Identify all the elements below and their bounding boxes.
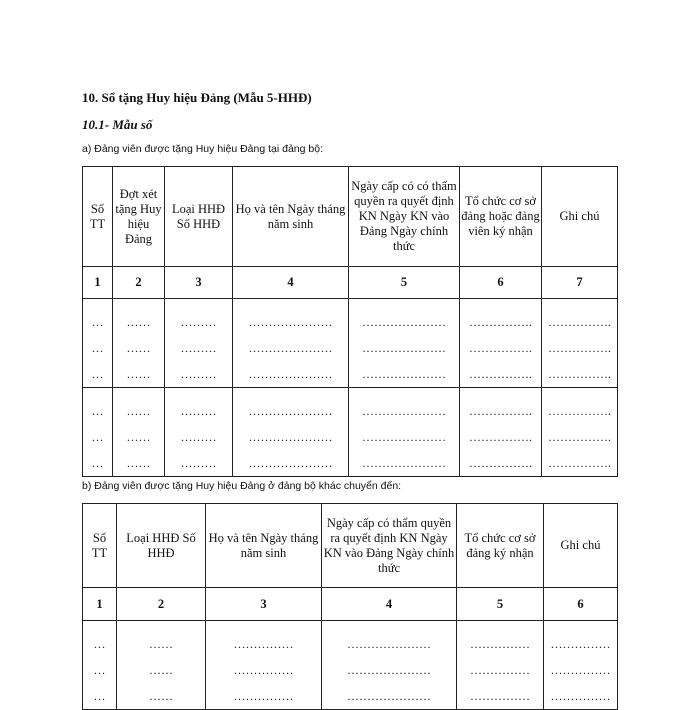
table-a-column-number: 1 — [83, 267, 113, 299]
table-b-header-cell: Tổ chức cơ sở đảng ký nhận — [457, 504, 544, 588]
table-a-column-number: 3 — [165, 267, 233, 299]
table-a-header-cell: Loại HHĐ Số HHĐ — [165, 167, 233, 267]
placeholder-cell: ………………… ………………… ………………… — [322, 621, 457, 710]
table-b-header-cell: Ngày cấp có thẩm quyền ra quyết định KN Ngày KN vào Đảng Ngày chính thức — [322, 504, 457, 588]
section-subtitle: 10.1- Mẫu số — [82, 117, 153, 132]
table-a-header-cell: Đợt xét tặng Huy hiệu Đảng — [113, 167, 165, 267]
placeholder-cell: ……………. ……………. ……………. — [460, 388, 542, 477]
table-b-header-row — [83, 504, 618, 588]
table-a-column-number: 5 — [349, 267, 460, 299]
table-b-header-cell: Ghi chú — [544, 504, 618, 588]
table-a-column-number: 2 — [113, 267, 165, 299]
placeholder-cell: ……………. ……………. ……………. — [542, 388, 618, 477]
placeholder-cell: ……… ……… ……… — [165, 388, 233, 477]
table-b-caption: b) Đảng viên được tặng Huy hiệu Đảng ở đảng bộ khác chuyển đến: — [82, 480, 402, 492]
table-b-column-number: 6 — [544, 588, 618, 621]
table-b-column-number: 3 — [206, 588, 322, 621]
placeholder-cell: …… …… …… — [117, 621, 206, 710]
table-b-header-cell: Họ và tên Ngày tháng năm sinh — [206, 504, 322, 588]
table-a-header-cell: Số TT — [83, 167, 113, 267]
table-a-header-cell: Họ và tên Ngày tháng năm sinh — [233, 167, 349, 267]
table-a-row-group — [83, 388, 618, 477]
table-a-column-number: 6 — [460, 267, 542, 299]
placeholder-cell: … … … — [83, 299, 113, 388]
table-a — [82, 166, 618, 477]
placeholder-cell: …………… …………… …………… — [544, 621, 618, 710]
table-a-row-group — [83, 299, 618, 388]
table-b-header-cell: Loại HHĐ Số HHĐ — [117, 504, 206, 588]
table-a-number-row — [83, 267, 618, 299]
table-b-column-number: 2 — [117, 588, 206, 621]
page-title: 10. Sổ tặng Huy hiệu Đảng (Mẫu 5-HHĐ) — [82, 90, 312, 105]
table-b-header-cell: Số TT — [83, 504, 117, 588]
placeholder-cell: ………………… ………………… ………………… — [233, 388, 349, 477]
table-b-column-number: 4 — [322, 588, 457, 621]
placeholder-cell: … … … — [83, 621, 117, 710]
table-a-caption: a) Đảng viên được tặng Huy hiệu Đảng tại đảng bộ: — [82, 143, 323, 155]
placeholder-cell: ……………. ……………. ……………. — [542, 299, 618, 388]
table-a-header-cell: Ngày cấp có có thẩm quyền ra quyết định KN Ngày KN vào Đảng Ngày chính thức — [349, 167, 460, 267]
table-a-header-cell: Tổ chức cơ sở đảng hoặc đảng viên ký nhận — [460, 167, 542, 267]
table-b-column-number: 1 — [83, 588, 117, 621]
placeholder-cell: … … … — [83, 388, 113, 477]
placeholder-cell: ………………… ………………… ………………… — [349, 299, 460, 388]
table-a-column-number: 7 — [542, 267, 618, 299]
placeholder-cell: …………… …………… …………… — [206, 621, 322, 710]
placeholder-cell: …… …… …… — [113, 299, 165, 388]
table-b-row-group — [83, 621, 618, 710]
placeholder-cell: ……… ……… ……… — [165, 299, 233, 388]
table-a-header-cell: Ghi chú — [542, 167, 618, 267]
placeholder-cell: ………………… ………………… ………………… — [233, 299, 349, 388]
placeholder-cell: …… …… …… — [113, 388, 165, 477]
placeholder-cell: …………… …………… …………… — [457, 621, 544, 710]
table-b — [82, 503, 618, 710]
table-b-number-row — [83, 588, 618, 621]
table-a-header-row — [83, 167, 618, 267]
table-b-column-number: 5 — [457, 588, 544, 621]
placeholder-cell: ……………. ……………. ……………. — [460, 299, 542, 388]
table-a-column-number: 4 — [233, 267, 349, 299]
placeholder-cell: ………………… ………………… ………………… — [349, 388, 460, 477]
